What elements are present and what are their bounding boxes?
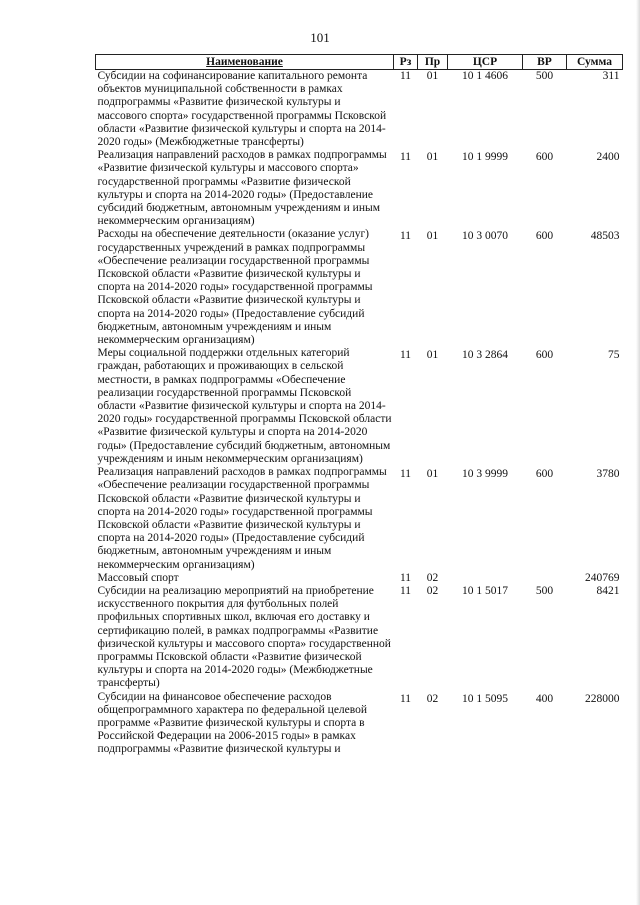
row-vr: 600 [535,468,554,481]
row-vr: 600 [535,349,554,362]
row-pr: 02 [426,584,439,597]
row-name: Реализация направлений расходов в рамках подпрограммы «Развитие физической культуры и массового спорта» государственной программы «Развитие физической культуры и спорта на 2014-2020 годы» (Предоставление субсидий бюджетным, автономным учреждениям и иным некоммерческим организациям) [97,149,387,228]
budget-table [95,54,623,757]
row-sum: 2400 [596,151,620,164]
row-vr: 600 [535,230,554,243]
header-vr: ВР [523,55,567,70]
row-rz: 11 [399,151,412,164]
row-csr: 10 1 5095 [462,692,508,705]
table-row [96,466,623,572]
row-csr: 10 3 9999 [462,468,508,481]
row-rz: 11 [399,230,412,243]
row-rz: 11 [399,70,412,82]
table-row [96,691,623,757]
row-rz: 11 [399,692,412,705]
row-pr: 01 [426,151,439,164]
header-rz: Рз [394,55,418,70]
row-pr: 01 [426,468,439,481]
row-vr: 400 [535,692,554,705]
row-name: Расходы на обеспечение деятельности (оказание услуг) государственных учреждений в рамках подпрограммы «Обеспечение реализации государственной программы Псковской области «Развитие физической культуры и спорта на 2014-2020 годы» государственной программы Псковской области «Развитие физической культуры и спорта на 2014-2020 годы» (Предоставление субсидий бюджетным, автономным учреждениям и иным некоммерческим организациям) [97,228,373,347]
row-csr: 10 3 2864 [462,349,508,362]
row-name: Реализация направлений расходов в рамках подпрограммы «Обеспечение реализации государственной программы Псковской области «Развитие физической культуры и спорта на 2014-2020 годы» государственной программы Псковской области «Развитие физической культуры и спорта на 2014-2020 годы» (Предоставление субсидий бюджетным, автономным учреждениям и иным некоммерческим организациям) [97,466,387,571]
row-pr: 01 [426,230,439,243]
row-rz: 11 [399,584,412,597]
row-vr: 500 [535,70,554,82]
row-name: Массовый спорт [97,571,179,584]
table-row [96,572,623,585]
table-header-row [96,55,623,70]
table-row [96,70,623,150]
row-pr: 01 [426,349,439,362]
row-name: Меры социальной поддержки отдельных категорий граждан, работающих и проживающих в сельской местности, в рамках подпрограммы «Обеспечение реализации государственной программы Псковской области «Развитие физической культуры и спорта на 2014-2020 годы» государственной программы Псковской области «Развитие физической культуры и спорта на 2014-2020 годы» (Предоставление субсидий бюджетным, автономным учреждениям и иным некоммерческим организациям) [97,347,392,465]
row-pr: 02 [426,692,439,705]
row-rz: 11 [399,571,412,584]
row-sum: 240769 [585,571,620,584]
row-csr: 10 1 5017 [462,584,508,597]
row-csr: 10 3 0070 [462,230,508,243]
row-vr: 600 [535,151,554,164]
table-row [96,347,623,466]
row-csr: 10 1 4606 [462,70,508,82]
row-name: Субсидии на реализацию мероприятий на приобретение искусственного покрытия для футбольных полей профильных спортивных школ, включая его доставку и сертификацию полей, в рамках подпрограммы «Развитие физической культуры и массового спорта» государственной программы Псковской области «Развитие физической культуры и спорта на 2014-2020 годы» (Межбюджетные трансферты) [97,584,391,690]
row-sum: 8421 [596,584,620,597]
row-vr: 500 [535,584,554,597]
row-pr: 01 [426,70,439,82]
header-pr: Пр [418,55,448,70]
row-csr: 10 1 9999 [462,151,508,164]
row-pr: 02 [426,571,439,584]
row-sum: 75 [608,349,620,362]
table-row [96,585,623,691]
row-vr [523,572,567,585]
row-sum: 311 [602,70,620,82]
row-name: Субсидии на финансовое обеспечение расходов общепрограммного характера по федеральной целевой программе «Развитие физической культуры и спорта в Российской Федерации на 2006-2015 годы» в рамках подпрограммы «Развитие физической культуры и [97,690,368,756]
row-sum: 228000 [585,692,620,705]
row-rz: 11 [399,468,412,481]
header-csr: ЦСР [448,55,523,70]
page-number: 101 [310,30,330,45]
row-sum: 3780 [596,468,620,481]
row-name: Субсидии на софинансирование капитального ремонта объектов муниципальной собственности в рамках подпрограммы «Развитие физической культуры и массового спорта» государственной программы Псковской области «Развитие физической культуры и спорта на 2014-2020 годы» (Межбюджетные трансферты) [97,70,387,149]
scan-edge-shadow [636,0,640,905]
row-sum: 48503 [590,230,620,243]
header-name: Наименование [96,55,394,70]
table-row [96,149,623,228]
table-row [96,228,623,347]
header-sum: Сумма [567,55,623,70]
row-rz: 11 [399,349,412,362]
row-csr [448,572,523,585]
